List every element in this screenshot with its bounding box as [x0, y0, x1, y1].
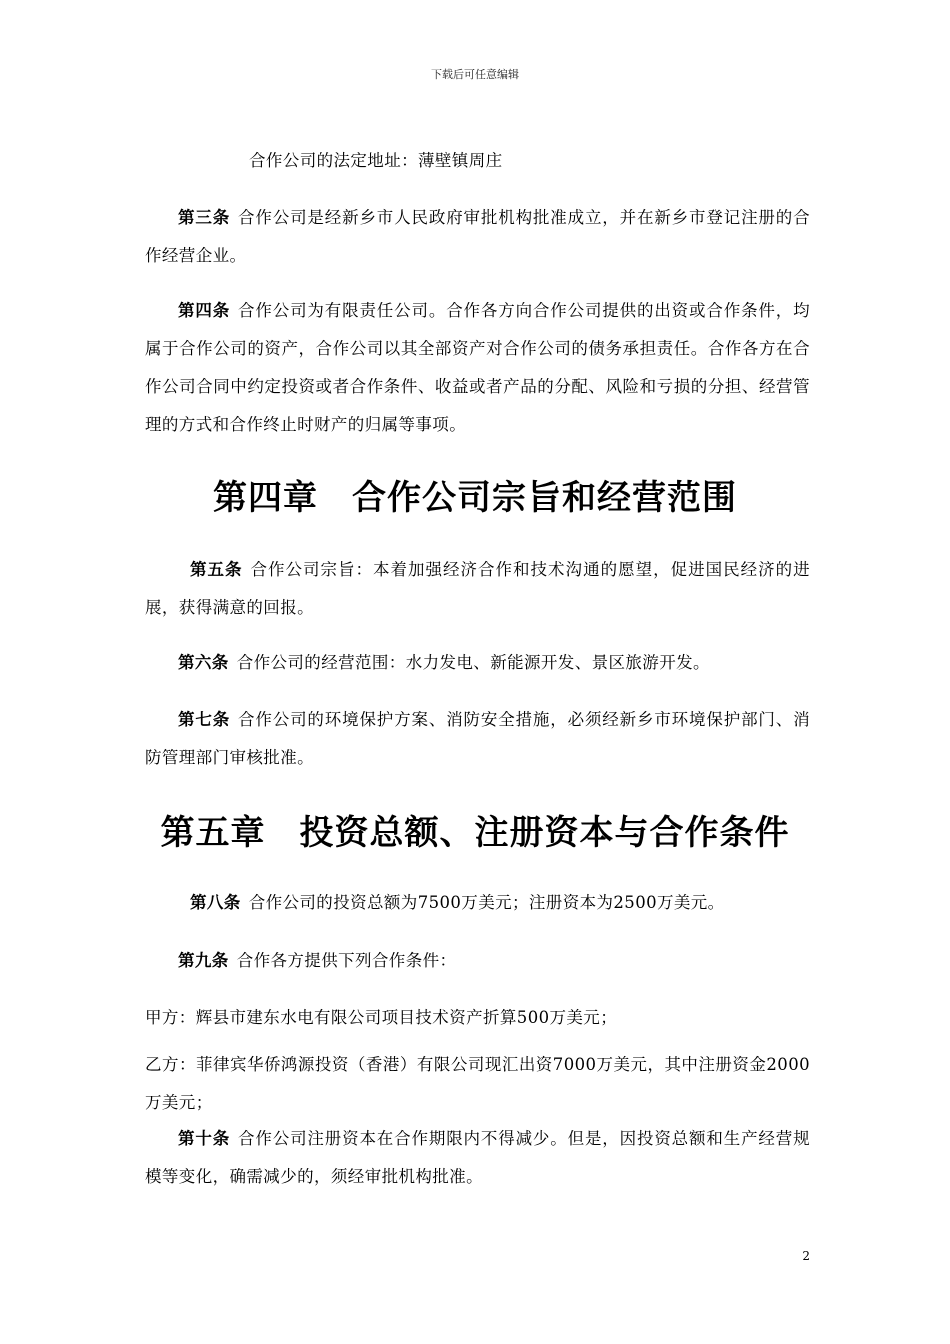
article-5-label: 第五条: [190, 560, 243, 579]
article-3: [145, 199, 810, 275]
article-8-label: 第八条: [190, 893, 241, 912]
article-6: [145, 644, 810, 682]
chapter-4-title: 合作公司宗旨和经营范围: [352, 478, 737, 518]
article-4-text: 合作公司为有限责任公司。合作各方向合作公司提供的出资或合作条件，均属于合作公司的资产，合作公司以其全部资产对合作公司的债务承担责任。合作各方在合作公司合同中约定投资或者合作条件、收益或者产品的分配、风险和亏损的分担、经营管理的方式和合作终止时财产的归属等事项。: [145, 301, 811, 434]
article-5-text: 合作公司宗旨：本着加强经济合作和技术沟通的愿望，促进国民经济的进展，获得满意的回报。: [145, 560, 810, 617]
article-5: [145, 551, 810, 627]
legal-address: 合作公司的法定地址：薄壁镇周庄: [249, 151, 503, 170]
article-4-label: 第四条: [178, 301, 231, 320]
article-7: [145, 701, 810, 777]
article-7-text: 合作公司的环境保护方案、消防安全措施，必须经新乡市环境保护部门、消防管理部门审核批准。: [145, 710, 811, 767]
chapter-5-title: 投资总额、注册资本与合作条件: [299, 813, 790, 853]
article-10-label: 第十条: [178, 1129, 231, 1148]
article-3-text: 合作公司是经新乡市人民政府审批机构批准成立，并在新乡市登记注册的合作经营企业。: [145, 208, 811, 265]
article-10-text: 合作公司注册资本在合作期限内不得减少。但是，因投资总额和生产经营规模等变化，确需减少的，须经审批机构批准。: [145, 1129, 811, 1186]
chapter-5-number: 第五章: [160, 813, 266, 853]
article-3-label: 第三条: [178, 208, 231, 227]
article-6-label: 第六条: [178, 653, 229, 672]
chapter-4-number: 第四章: [213, 478, 318, 518]
chapter-4-heading: [0, 470, 950, 519]
article-9: [145, 942, 810, 980]
article-8: [145, 884, 810, 922]
article-6-text: 合作公司的经营范围：水力发电、新能源开发、景区旅游开发。: [236, 653, 710, 672]
party-a-condition: 甲方：辉县市建东水电有限公司项目技术资产折算500万美元；: [145, 1008, 618, 1027]
article-7-label: 第七条: [178, 710, 231, 729]
page-number: 2: [802, 1249, 810, 1263]
article-9-label: 第九条: [178, 951, 229, 970]
article-8-text: 合作公司的投资总额为7500万美元；注册资本为2500万美元。: [248, 893, 725, 912]
chapter-5-heading: [0, 805, 950, 854]
article-9-text: 合作各方提供下列合作条件：: [236, 951, 457, 970]
party-b-condition: 乙方：菲律宾华侨鸿源投资（香港）有限公司现汇出资7000万美元，其中注册资金2000万美元；: [145, 1055, 810, 1112]
page-header: 下载后可任意编辑: [431, 68, 519, 81]
article-10: [145, 1120, 810, 1196]
article-4: [145, 292, 810, 444]
